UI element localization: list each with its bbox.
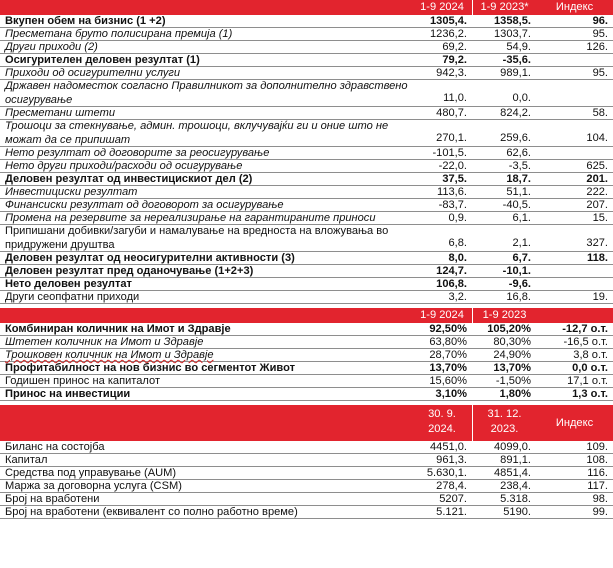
row-label-text: Штетен количник на Имот и Здравје: [5, 336, 204, 348]
row-label-text: Трошковен количник на Имот и Здравје: [5, 349, 214, 361]
value-current: -101,5.: [432, 147, 467, 159]
row-label: [0, 453, 412, 467]
row-label: [0, 40, 412, 54]
table1-header-blank: [0, 0, 412, 15]
row-label-text: Вкупен обем на бизнис (1 +2): [5, 15, 166, 27]
value-current: 1236,2.: [429, 28, 467, 40]
value-previous: 18,7.: [506, 173, 531, 185]
value-current: 15,60%: [429, 375, 467, 387]
value-previous: 6,7.: [512, 252, 531, 264]
table1-col-2024: 1-9 2024: [420, 1, 464, 13]
row-label: [0, 27, 412, 41]
value-current: 5207.: [439, 493, 467, 505]
table-row: [0, 120, 613, 147]
row-label-text: Профитабилност на нов бизнис во сегментот Живот: [5, 362, 296, 374]
value-previous: -10,1.: [502, 265, 531, 277]
table3-col-2023: [472, 405, 536, 441]
value-previous: 824,2.: [500, 107, 531, 119]
table2-header: [0, 308, 613, 323]
row-label-text: Инвестициски резултат: [5, 186, 138, 198]
value-current: 480,7.: [436, 107, 467, 119]
value-index: 99.: [592, 506, 608, 518]
value-previous: -9,6.: [508, 278, 531, 290]
value-current: -83,7.: [438, 199, 467, 211]
value-current: 3,10%: [435, 388, 467, 400]
row-label-text: Средства под управување (AUM): [5, 467, 177, 479]
row-label: [0, 466, 412, 480]
row-label: [0, 322, 412, 336]
value-current: 63,80%: [429, 336, 467, 348]
row-label-text: Приходи од осигурителни услуги: [5, 67, 181, 79]
value-previous: 5.318.: [500, 493, 531, 505]
row-label-text: Трошоци за стекнување, админ. трошоци, вклучувајќи ги и оние што не можат да се припишат: [5, 120, 389, 146]
table3-col-2024-line2: 2024.: [428, 423, 456, 435]
value-previous: -40,5.: [502, 199, 531, 211]
value-current: 942,3.: [436, 67, 467, 79]
value-index: 98.: [592, 493, 608, 505]
value-index: -12,7 о.т.: [562, 323, 608, 335]
value-current: 69,2.: [442, 41, 467, 53]
table1-body: [0, 15, 613, 304]
row-label: [0, 159, 412, 173]
table3-header-blank: [0, 405, 412, 441]
row-label-text: Други приходи (2): [5, 41, 98, 53]
table-row: [0, 388, 613, 401]
table2-body: [0, 323, 613, 401]
value-current: 11,0.: [443, 92, 467, 104]
row-label-text: Капитал: [5, 454, 48, 466]
value-previous: 6,1.: [512, 212, 531, 224]
value-current: 113,6.: [436, 186, 467, 198]
value-index: 109.: [586, 441, 608, 453]
value-previous: 238,4.: [500, 480, 531, 492]
value-index: 58.: [592, 107, 608, 119]
value-index: 95.: [592, 67, 608, 79]
value-previous: 16,8.: [506, 291, 531, 303]
row-label-text: Промена на резервите за нереализирање на гарантираните приноси: [5, 212, 376, 224]
row-label-text: Нето други приходи/расходи од осигурување: [5, 160, 243, 172]
table3-col-2023-line2: 2023.: [490, 423, 519, 435]
value-current: 6,8.: [448, 237, 467, 249]
row-label-text: Државен надоместок согласно Правилникот за дополнително здравствено осигурување: [5, 80, 408, 106]
row-label: [0, 79, 412, 107]
value-current: 13,70%: [429, 362, 467, 374]
table2-col-change: [536, 308, 613, 323]
row-label: [0, 277, 412, 291]
value-index: 0,0 о.т.: [572, 362, 608, 374]
value-index: -16,5 о.т.: [563, 336, 608, 348]
value-previous: 54,9.: [506, 41, 531, 53]
value-index: 108.: [586, 454, 608, 466]
value-current: 1305,4.: [429, 15, 467, 27]
value-index: 118.: [587, 252, 608, 264]
row-label-text: Број на вработени (еквивалент со полно работно време): [5, 506, 298, 518]
value-current: 37,5.: [442, 173, 467, 185]
value-index: 117.: [587, 480, 608, 492]
value-index: 201.: [586, 173, 608, 185]
value-previous: 4851,4.: [493, 467, 531, 479]
table1-header: [0, 0, 613, 15]
value-current: 270,1.: [436, 132, 467, 144]
row-label: [0, 505, 412, 519]
value-previous: 989,1.: [500, 67, 531, 79]
row-label: [0, 224, 412, 252]
row-label: [0, 172, 412, 186]
value-index: 116.: [587, 467, 608, 479]
value-current: 5.630,1.: [426, 467, 467, 479]
row-label: [0, 290, 412, 304]
row-label: [0, 440, 412, 454]
value-current: 4451,0.: [429, 441, 467, 453]
value-previous: 24,90%: [493, 349, 531, 361]
row-label: [0, 66, 412, 80]
value-previous: 80,30%: [493, 336, 531, 348]
row-label-text: Финансиски резултат од договорот за осигурување: [5, 199, 284, 211]
value-current: 106,8.: [436, 278, 467, 290]
value-previous: 1303,7.: [493, 28, 531, 40]
table3-col-index: Индекс: [555, 417, 594, 429]
value-index: 625.: [586, 160, 608, 172]
value-previous: 1358,5.: [493, 15, 531, 27]
table2-col-2024: 1-9 2024: [420, 309, 464, 321]
value-index: 3,8 о.т.: [573, 349, 608, 361]
row-label-text: Деловен резултат пред оданочување (1+2+3): [5, 265, 254, 277]
row-label: [0, 492, 412, 506]
value-previous: -1,50%: [495, 375, 531, 387]
row-label-text: Маржа за договорна услуга (CSM): [5, 480, 182, 492]
value-current: 8,0.: [448, 252, 467, 264]
value-previous: -35,6.: [502, 54, 531, 66]
table3-body: [0, 441, 613, 519]
row-label: [0, 53, 412, 67]
row-label: [0, 348, 412, 362]
value-index: 17,1 о.т.: [567, 375, 608, 387]
row-label-text: Комбиниран количник на Имот и Здравје: [5, 323, 231, 335]
value-previous: 2,1.: [512, 237, 531, 249]
table1-col-index: Индекс: [555, 1, 594, 13]
table-row: [0, 291, 613, 304]
value-previous: 1,80%: [499, 388, 531, 400]
value-index: 96.: [592, 15, 608, 27]
table1-col-2023: 1-9 2023*: [472, 0, 536, 15]
value-previous: 13,70%: [493, 362, 531, 374]
row-label: [0, 185, 412, 199]
row-label-text: Нето деловен резултат: [5, 278, 132, 290]
row-label-text: Биланс на состојба: [5, 441, 105, 453]
value-current: 278,4.: [436, 480, 467, 492]
row-label-text: Број на вработени: [5, 493, 100, 505]
table3-header: [0, 405, 613, 441]
row-label-text: Осигурителен деловен резултат (1): [5, 54, 200, 66]
row-label-text: Принос на инвестиции: [5, 388, 131, 400]
value-previous: 891,1.: [500, 454, 531, 466]
row-label: [0, 374, 412, 388]
value-current: 0,9.: [448, 212, 467, 224]
value-index: 222.: [586, 186, 608, 198]
table3-col-2024-line1: 30. 9.: [428, 408, 456, 420]
value-previous: -3,5.: [508, 160, 531, 172]
value-previous: 0,0.: [512, 92, 531, 104]
value-current: -22,0.: [438, 160, 467, 172]
value-index: 15.: [592, 212, 608, 224]
table2-col-2023: 1-9 2023: [472, 308, 536, 323]
value-current: 5.121.: [436, 506, 467, 518]
row-label: [0, 335, 412, 349]
value-previous: 259,6.: [500, 132, 531, 144]
row-label-text: Пресметани штети: [5, 107, 116, 119]
value-current: 961,3.: [436, 454, 467, 466]
value-current: 28,70%: [429, 349, 467, 361]
row-label-text: Деловен резултат од инвестицискиот дел (2): [5, 173, 253, 185]
value-current: 79,2.: [442, 54, 467, 66]
row-label: [0, 264, 412, 278]
value-previous: 105,20%: [487, 323, 531, 335]
row-label-text: Пресметана бруто полисирана премија (1): [5, 28, 233, 40]
value-current: 124,7.: [436, 265, 467, 277]
value-index: 126.: [586, 41, 608, 53]
value-index: 19.: [592, 291, 608, 303]
row-label: [0, 479, 412, 493]
table-row: [0, 506, 613, 519]
value-current: 92,50%: [429, 323, 467, 335]
value-index: 1,3 о.т.: [572, 388, 608, 400]
table2-header-blank: [0, 308, 412, 323]
row-label: [0, 361, 412, 375]
row-label-text: Деловен резултат од неосигурителни активности (3): [5, 252, 295, 264]
value-current: 3,2.: [448, 291, 467, 303]
row-label: [0, 14, 412, 28]
value-index: 207.: [586, 199, 608, 211]
row-label: [0, 198, 412, 212]
value-previous: 51,1.: [506, 186, 531, 198]
value-index: 104.: [586, 132, 608, 144]
row-label: [0, 146, 412, 160]
table-row: [0, 80, 613, 107]
row-label: [0, 119, 412, 147]
row-label-text: Припишани добивки/загуби и намалување на вредноста на вложувања во придружени друштва: [5, 225, 389, 251]
value-previous: 5190.: [503, 506, 531, 518]
row-label-text: Други сеопфатни приходи: [5, 291, 140, 303]
table3-col-2023-line1: 31. 12.: [487, 408, 522, 420]
table3-col-2024: [412, 405, 472, 441]
value-index: 327.: [586, 237, 608, 249]
row-label: [0, 251, 412, 265]
row-label-text: Нето резултат од договорите за реосигурување: [5, 147, 270, 159]
row-label: [0, 387, 412, 401]
row-label: [0, 106, 412, 120]
row-label-text: Годишен принос на капиталот: [5, 375, 161, 387]
row-label: [0, 211, 412, 225]
value-previous: 4099,0.: [493, 441, 531, 453]
value-previous: 62,6.: [506, 147, 531, 159]
value-index: 95.: [592, 28, 608, 40]
table-row: [0, 225, 613, 252]
